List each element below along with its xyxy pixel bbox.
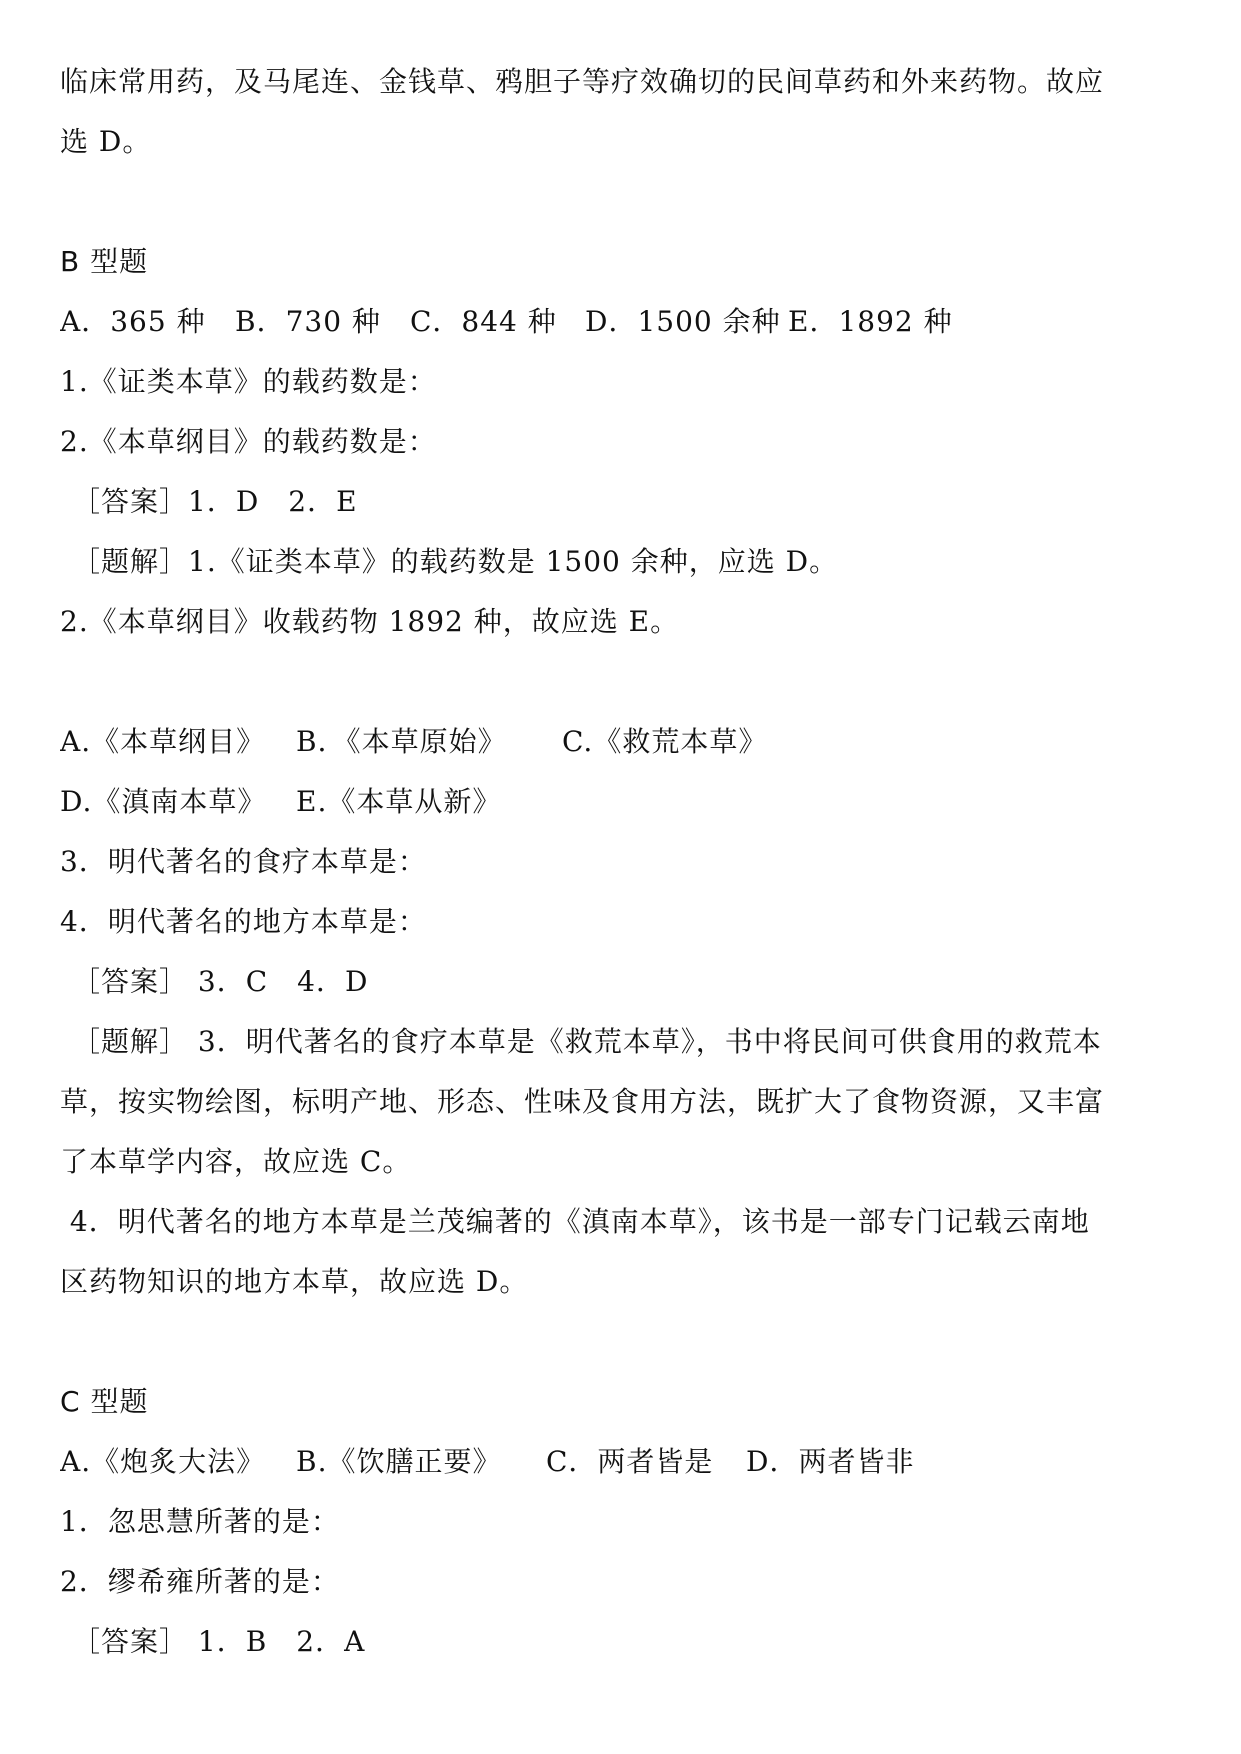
question-1: 1．忽思慧所著的是： bbox=[60, 1505, 340, 1538]
option-d: D.《滇南本草》 bbox=[60, 785, 267, 818]
options-row-b2 bbox=[60, 712, 1181, 772]
option-d: D．两者皆非 bbox=[746, 1445, 915, 1478]
explanation-line: 草，按实物绘图，标明产地、形态、性味及食用方法，既扩大了食物资源，又丰富 bbox=[60, 1085, 1105, 1118]
option-a: A.《炮炙大法》 bbox=[60, 1445, 266, 1478]
option-a: A.《本草纲目》 bbox=[60, 725, 266, 758]
question-1: 1.《证类本草》的载药数是： bbox=[60, 365, 437, 398]
question-2: 2.《本草纲目》的载药数是： bbox=[60, 425, 437, 458]
option-d: D．1500 余种 bbox=[585, 305, 781, 338]
explanation-line: 了本草学内容，故应选 C。 bbox=[60, 1145, 412, 1178]
option-c: C．844 种 bbox=[410, 305, 557, 338]
option-b: B．730 种 bbox=[235, 305, 381, 338]
answer-line: ［答案］1．D 2．E bbox=[72, 485, 358, 518]
options-row-b3 bbox=[60, 772, 1181, 832]
spacer bbox=[60, 1312, 1181, 1372]
explanation-line: 2.《本草纲目》收载药物 1892 种，故应选 E。 bbox=[60, 605, 680, 638]
option-e: E.《本草从新》 bbox=[296, 785, 502, 818]
text-line: 临床常用药，及马尾连、金钱草、鸦胆子等疗效确切的民间草药和外来药物。故应 bbox=[60, 65, 1105, 98]
answer-line: ［答案］ 1．B 2．A bbox=[72, 1625, 366, 1658]
options-row-b1 bbox=[60, 292, 1181, 352]
option-e: E．1892 种 bbox=[788, 305, 953, 338]
question-2: 2．缪希雍所著的是： bbox=[60, 1565, 340, 1598]
question-4: 4．明代著名的地方本草是： bbox=[60, 905, 427, 938]
explanation-line: ［题解］ 3．明代著名的食疗本草是《救荒本草》，书中将民间可供食用的救荒本 bbox=[72, 1025, 1102, 1058]
explanation-line: 区药物知识的地方本草，故应选 D。 bbox=[60, 1265, 529, 1298]
option-b: B．《本草原始》 bbox=[296, 725, 507, 758]
text-line: 选 D。 bbox=[60, 125, 152, 158]
spacer bbox=[60, 172, 1181, 232]
option-b: B.《饮膳正要》 bbox=[296, 1445, 502, 1478]
question-3: 3．明代著名的食疗本草是： bbox=[60, 845, 427, 878]
section-title-b: B 型题 bbox=[60, 245, 149, 278]
option-c: C.《救荒本草》 bbox=[562, 725, 768, 758]
option-a: A．365 种 bbox=[60, 305, 206, 338]
section-title-c: C 型题 bbox=[60, 1385, 149, 1418]
option-c: C．两者皆是 bbox=[546, 1445, 714, 1478]
answer-line: ［答案］ 3．C 4．D bbox=[72, 965, 369, 998]
options-row-c1 bbox=[60, 1432, 1181, 1492]
explanation-line: ［题解］1.《证类本草》的载药数是 1500 余种，应选 D。 bbox=[72, 545, 839, 578]
explanation-line: 4．明代著名的地方本草是兰茂编著的《滇南本草》，该书是一部专门记载云南地 bbox=[60, 1205, 1090, 1238]
spacer bbox=[60, 652, 1181, 712]
